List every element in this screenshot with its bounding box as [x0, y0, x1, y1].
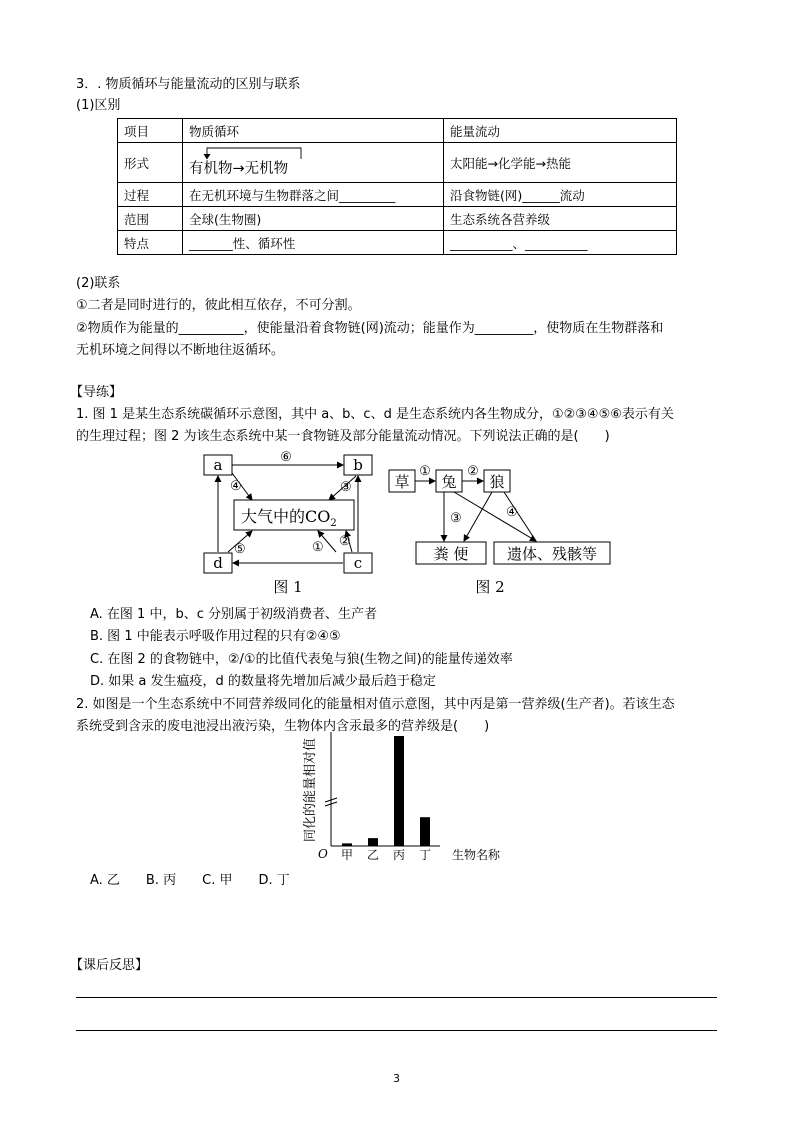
y-axis-label: 同化的能量相对值 [303, 737, 318, 842]
q2-line-1: 2. 如图是一个生态系统中不同营养级同化的能量相对值示意图，其中丙是第一营养级(生产者)。若该生态 [76, 697, 675, 712]
x-tick-label: 丙 [392, 848, 406, 862]
page-number: 3 [393, 1072, 400, 1085]
row-energy: 生态系统各营养级 [444, 207, 677, 231]
reflection-heading: 【课后反思】 [70, 958, 149, 973]
table-row [118, 183, 677, 207]
row-item: 范围 [118, 207, 183, 231]
x-tick-label: 甲 [340, 848, 354, 862]
row-energy: 太阳能→化学能→热能 [444, 143, 677, 183]
header-energy: 能量流动 [444, 119, 677, 143]
section-title: 3．. 物质循环与能量流动的区别与联系 [76, 77, 301, 92]
x-axis-label: 生物名称 [452, 848, 501, 862]
header-item: 项目 [118, 119, 183, 143]
subheading-difference: (1)区别 [76, 98, 121, 113]
origin-label: O [318, 847, 328, 861]
bar-3 [394, 736, 404, 846]
label-feces: 粪 便 [433, 545, 469, 563]
label-grass: 草 [394, 473, 410, 491]
cycle-arrow-icon [203, 146, 343, 160]
table-row [118, 207, 677, 231]
energy-bar-chart [300, 732, 510, 864]
label-wolf: 狼 [489, 473, 505, 491]
relation-line-3: 无机环境之间得以不断地往返循环。 [76, 343, 285, 358]
label-6: ⑥ [280, 450, 292, 465]
table-row [118, 231, 677, 255]
q1-option-a: A. 在图 1 中，b、c 分别属于初级消费者、生产者 [90, 607, 377, 622]
row-matter: 在无机环境与生物群落之间_________ [183, 183, 444, 207]
label-1: ① [419, 464, 431, 479]
label-3: ③ [450, 511, 462, 526]
q1-option-b: B. 图 1 中能表示呼吸作用过程的只有②④⑤ [90, 629, 341, 644]
label-b: b [353, 456, 363, 474]
x-tick-label: 乙 [366, 848, 380, 862]
label-4: ④ [506, 505, 518, 520]
header-matter: 物质循环 [183, 119, 444, 143]
figure-1-caption: 图 1 [273, 578, 303, 596]
reflection-line-1 [76, 997, 717, 998]
table-header-row [118, 119, 677, 143]
q1-option-d: D. 如果 a 发生瘟疫，d 的数量将先增加后减少最后趋于稳定 [90, 674, 436, 689]
label-5: ⑤ [234, 542, 246, 557]
relation-line-1: ①二者是同时进行的，彼此相互依存，不可分割。 [76, 298, 361, 313]
figure-1-carbon-cycle [196, 450, 378, 596]
label-c: c [353, 554, 363, 572]
row-energy: __________、__________ [444, 231, 677, 255]
q2-answer-options: A. 乙 B. 丙 C. 甲 D. 丁 [90, 873, 290, 888]
label-4: ④ [230, 479, 242, 494]
row-item: 形式 [118, 143, 183, 183]
label-2: ② [467, 464, 479, 479]
label-2: ② [339, 534, 351, 549]
x-tick-label: 丁 [418, 848, 432, 862]
q1-option-c: C. 在图 2 的食物链中，②/①的比值代表兔与狼(生物之间)的能量传递效率 [90, 652, 513, 667]
row-matter: 有机物→无机物 [189, 161, 289, 177]
figure-2-caption: 图 2 [475, 578, 505, 596]
relation-line-2: ②物质作为能量的__________，使能量沿着食物链(网)流动；能量作为_________，使物质在生物群落和 [76, 321, 664, 336]
bar-4 [420, 817, 430, 846]
label-rabbit: 兔 [441, 473, 457, 491]
figure-2-food-chain [386, 460, 614, 596]
bar-1 [342, 843, 352, 846]
q1-line-1: 1. 图 1 是某生态系统碳循环示意图，其中 a、b、c、d 是生态系统内各生物成分，①②③④⑤⑥表示有关 [76, 407, 674, 422]
subheading-relation: (2)联系 [76, 276, 121, 291]
bar-2 [368, 838, 378, 846]
row-matter: 全球(生物圈) [183, 207, 444, 231]
table-row [118, 143, 677, 183]
row-item: 特点 [118, 231, 183, 255]
practice-heading: 【导练】 [70, 385, 123, 400]
row-item: 过程 [118, 183, 183, 207]
row-matter: _______性、循环性 [183, 231, 444, 255]
label-a: a [213, 456, 223, 474]
label-co2: 大气中的$CO_2$ [241, 507, 337, 529]
label-3: ③ [340, 480, 352, 495]
reflection-line-2 [76, 1030, 717, 1031]
row-energy: 沿食物链(网)______流动 [444, 183, 677, 207]
q1-line-2: 的生理过程；图 2 为该生态系统中某一食物链及部分能量流动情况。下列说法正确的是( ) [76, 429, 610, 444]
label-1: ① [312, 540, 324, 555]
comparison-table [117, 118, 677, 255]
label-remains: 遗体、残骸等 [506, 545, 598, 563]
q2-line-2: 系统受到含汞的废电池浸出液污染，生物体内含汞最多的营养级是( ) [76, 719, 490, 734]
label-d: d [213, 554, 223, 572]
matter-cycle-cell [183, 143, 444, 183]
